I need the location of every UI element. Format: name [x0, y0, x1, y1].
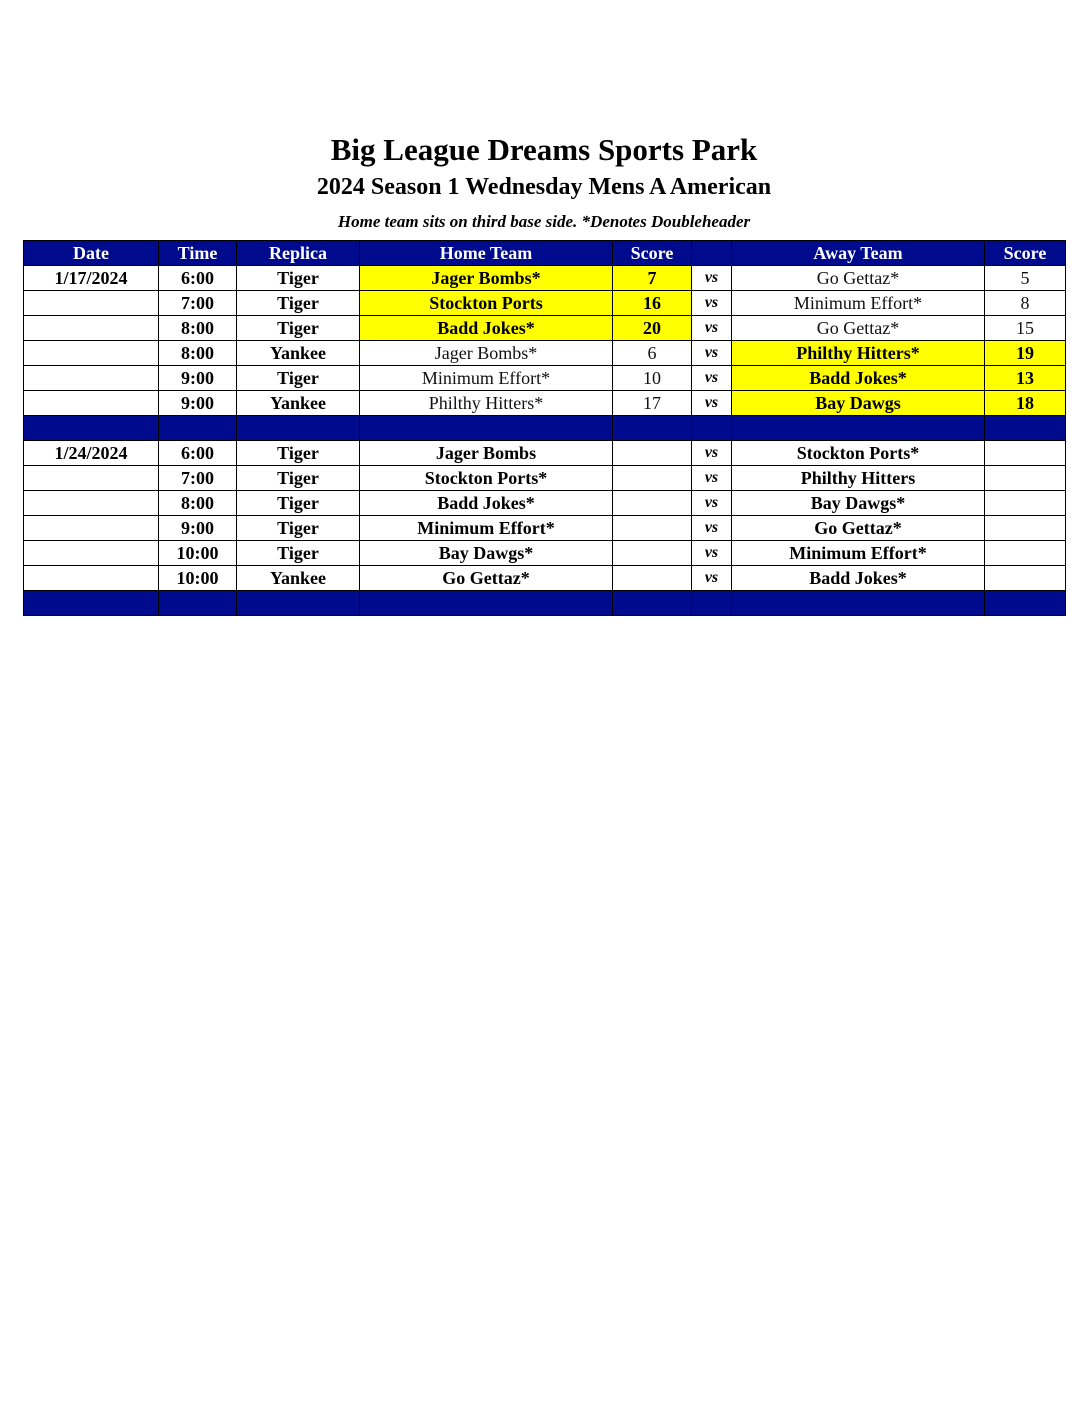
game-replica: Tiger — [237, 516, 360, 541]
game-replica: Tiger — [237, 366, 360, 391]
game-date — [24, 541, 159, 566]
week-separator-row — [24, 416, 1066, 441]
away-team: Go Gettaz* — [732, 316, 985, 341]
away-score — [985, 566, 1066, 591]
game-time: 8:00 — [159, 491, 237, 516]
away-score — [985, 441, 1066, 466]
home-score: 10 — [613, 366, 692, 391]
week-separator-row — [24, 591, 1066, 616]
game-time: 10:00 — [159, 541, 237, 566]
game-replica: Tiger — [237, 541, 360, 566]
vs-label: vs — [692, 366, 732, 391]
away-score: 18 — [985, 391, 1066, 416]
home-score — [613, 516, 692, 541]
vs-label: vs — [692, 566, 732, 591]
table-row — [24, 366, 1066, 391]
away-team: Badd Jokes* — [732, 366, 985, 391]
game-replica: Yankee — [237, 566, 360, 591]
game-date: 1/24/2024 — [24, 441, 159, 466]
home-score — [613, 466, 692, 491]
home-score: 6 — [613, 341, 692, 366]
schedule-table — [23, 240, 1066, 616]
table-row — [24, 491, 1066, 516]
game-time: 7:00 — [159, 466, 237, 491]
away-team: Stockton Ports* — [732, 441, 985, 466]
home-score: 7 — [613, 266, 692, 291]
home-score: 20 — [613, 316, 692, 341]
home-team: Minimum Effort* — [360, 516, 613, 541]
page-note: Home team sits on third base side. *Denotes Doubleheader — [337, 212, 751, 231]
table-row — [24, 266, 1066, 291]
header-away-score: Score — [985, 241, 1066, 266]
home-team: Bay Dawgs* — [360, 541, 613, 566]
vs-label: vs — [692, 291, 732, 316]
header-vs — [692, 241, 732, 266]
away-score: 19 — [985, 341, 1066, 366]
game-replica: Tiger — [237, 491, 360, 516]
game-date — [24, 516, 159, 541]
table-row — [24, 516, 1066, 541]
home-team: Jager Bombs* — [360, 266, 613, 291]
away-score — [985, 516, 1066, 541]
header-replica: Replica — [237, 241, 360, 266]
header-date: Date — [24, 241, 159, 266]
game-time: 6:00 — [159, 441, 237, 466]
away-score: 15 — [985, 316, 1066, 341]
game-time: 9:00 — [159, 366, 237, 391]
away-team: Philthy Hitters* — [732, 341, 985, 366]
away-score — [985, 541, 1066, 566]
home-team: Jager Bombs* — [360, 341, 613, 366]
table-row — [24, 391, 1066, 416]
game-time: 10:00 — [159, 566, 237, 591]
game-date — [24, 491, 159, 516]
home-score — [613, 491, 692, 516]
game-time: 8:00 — [159, 316, 237, 341]
game-replica: Tiger — [237, 291, 360, 316]
home-score — [613, 441, 692, 466]
home-score — [613, 541, 692, 566]
game-time: 7:00 — [159, 291, 237, 316]
game-date — [24, 366, 159, 391]
away-score: 5 — [985, 266, 1066, 291]
game-date — [24, 391, 159, 416]
table-row — [24, 441, 1066, 466]
away-team: Bay Dawgs — [732, 391, 985, 416]
away-score: 13 — [985, 366, 1066, 391]
vs-label: vs — [692, 266, 732, 291]
home-team: Jager Bombs — [360, 441, 613, 466]
table-row — [24, 466, 1066, 491]
header-away-team: Away Team — [732, 241, 985, 266]
home-score — [613, 566, 692, 591]
vs-label: vs — [692, 391, 732, 416]
game-replica: Tiger — [237, 466, 360, 491]
table-row — [24, 291, 1066, 316]
game-replica: Tiger — [237, 266, 360, 291]
game-time: 9:00 — [159, 516, 237, 541]
away-team: Philthy Hitters — [732, 466, 985, 491]
away-team: Minimum Effort* — [732, 541, 985, 566]
away-team: Minimum Effort* — [732, 291, 985, 316]
game-replica: Tiger — [237, 441, 360, 466]
home-team: Philthy Hitters* — [360, 391, 613, 416]
away-team: Go Gettaz* — [732, 516, 985, 541]
game-time: 6:00 — [159, 266, 237, 291]
home-team: Minimum Effort* — [360, 366, 613, 391]
game-date — [24, 316, 159, 341]
vs-label: vs — [692, 316, 732, 341]
game-time: 8:00 — [159, 341, 237, 366]
header-home-team: Home Team — [360, 241, 613, 266]
home-team: Badd Jokes* — [360, 316, 613, 341]
game-date — [24, 341, 159, 366]
table-row — [24, 316, 1066, 341]
page-title: Big League Dreams Sports Park — [330, 132, 758, 167]
header-home-score: Score — [613, 241, 692, 266]
away-score — [985, 466, 1066, 491]
vs-label: vs — [692, 516, 732, 541]
game-date — [24, 291, 159, 316]
game-replica: Yankee — [237, 341, 360, 366]
home-team: Stockton Ports — [360, 291, 613, 316]
table-row — [24, 566, 1066, 591]
vs-label: vs — [692, 541, 732, 566]
game-replica: Tiger — [237, 316, 360, 341]
home-team: Stockton Ports* — [360, 466, 613, 491]
game-date — [24, 566, 159, 591]
home-score: 17 — [613, 391, 692, 416]
home-team: Go Gettaz* — [360, 566, 613, 591]
away-team: Bay Dawgs* — [732, 491, 985, 516]
table-row — [24, 541, 1066, 566]
home-score: 16 — [613, 291, 692, 316]
header-row — [24, 241, 1066, 266]
away-score: 8 — [985, 291, 1066, 316]
vs-label: vs — [692, 341, 732, 366]
game-date: 1/17/2024 — [24, 266, 159, 291]
table-row — [24, 341, 1066, 366]
away-team: Badd Jokes* — [732, 566, 985, 591]
away-score — [985, 491, 1066, 516]
home-team: Badd Jokes* — [360, 491, 613, 516]
away-team: Go Gettaz* — [732, 266, 985, 291]
game-replica: Yankee — [237, 391, 360, 416]
vs-label: vs — [692, 466, 732, 491]
header-time: Time — [159, 241, 237, 266]
game-time: 9:00 — [159, 391, 237, 416]
vs-label: vs — [692, 441, 732, 466]
game-date — [24, 466, 159, 491]
page-subtitle: 2024 Season 1 Wednesday Mens A American — [316, 174, 772, 200]
vs-label: vs — [692, 491, 732, 516]
